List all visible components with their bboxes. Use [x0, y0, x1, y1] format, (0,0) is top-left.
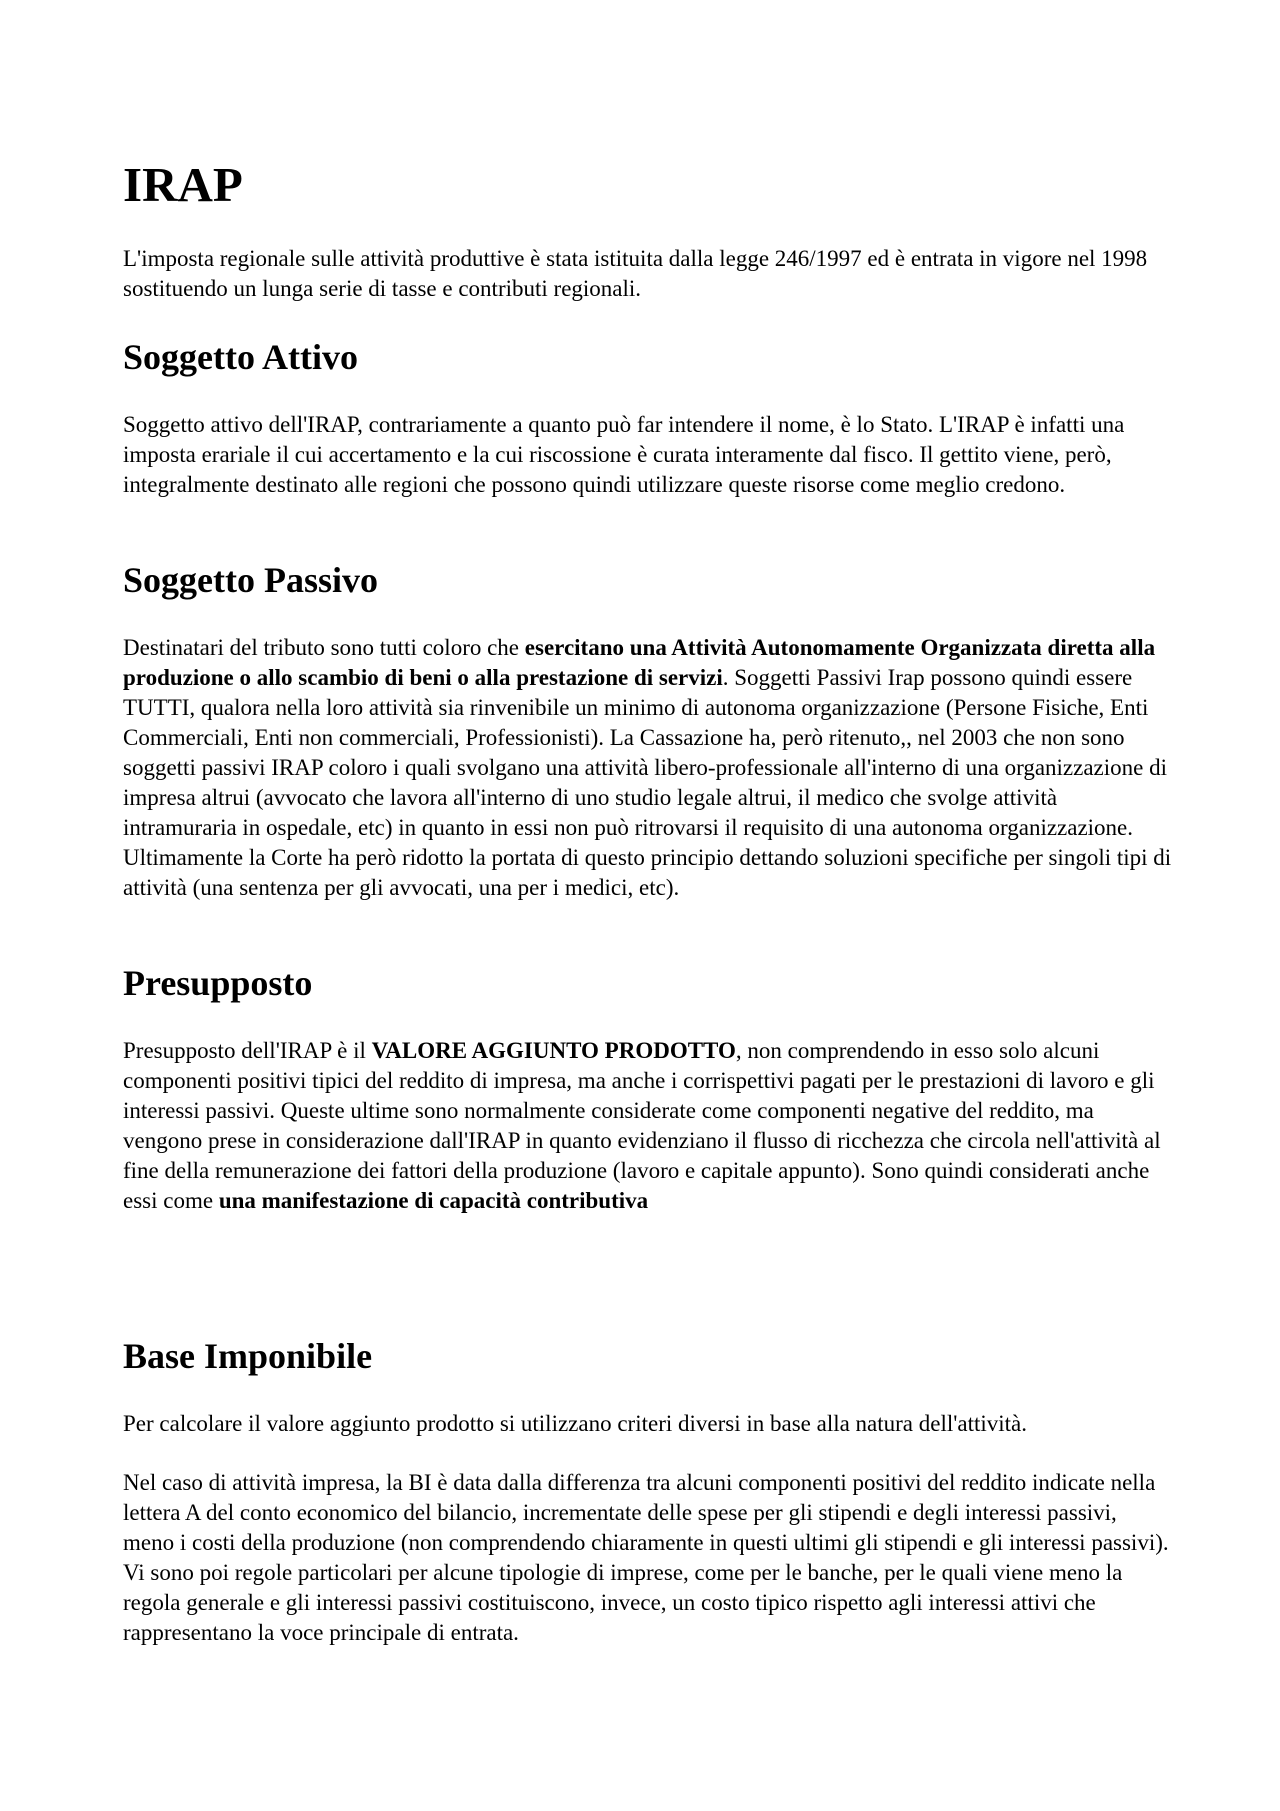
- paragraph-base-imponibile-2: Nel caso di attività impresa, la BI è data dalla differenza tra alcuni componenti positivi del reddito indicate nella lettera A del conto economico del bilancio, incrementate delle spese per gli stipendi e degli interessi passivi, meno i costi della produzione (non comprendendo chiaramente in questi ultimi gli stipendi e gli interessi passivi). Vi sono poi regole particolari per alcune tipologie di imprese, come per le banche, per le quali viene meno la regola generale e gli interessi passivi costituiscono, invece, un costo tipico rispetto agli interessi attivi che rappresentano la voce principale di entrata.: [123, 1470, 1169, 1645]
- paragraph-soggetto-attivo: Soggetto attivo dell'IRAP, contrariamente a quanto può far intendere il nome, è lo Stato. L'IRAP è infatti una imposta erariale il cui accertamento e la cui riscossione è curata interamente dal fisco. Il gettito viene, però, integralmente destinato alle regioni che possono quindi utilizzare queste risorse come meglio credono.: [123, 412, 1125, 497]
- bold-segment: VALORE AGGIUNTO PRODOTTO: [371, 1038, 736, 1063]
- paragraph-soggetto-passivo: [123, 633, 1173, 903]
- heading-presupposto: Presupposto: [123, 963, 313, 1003]
- intro-paragraph: L'imposta regionale sulle attività produttive è stata istituita dalla legge 246/1997 ed è entrata in vigore nel 1998 sostituendo un lunga serie di tasse e contributi regionali.: [123, 246, 1148, 301]
- paragraph-presupposto: [123, 1036, 1173, 1216]
- heading-soggetto-passivo: Soggetto Passivo: [123, 560, 378, 600]
- page-title: IRAP: [123, 157, 243, 212]
- heading-soggetto-attivo: Soggetto Attivo: [123, 337, 358, 377]
- bold-segment: esercitano una Attività Autonomamente Organizzata diretta alla produzione o allo scambio di beni o alla prestazione di servizi: [123, 635, 1156, 690]
- text-segment: . Soggetti Passivi Irap possono quindi essere TUTTI, qualora nella loro attività sia rinvenibile un minimo di autonoma organizzazione (Persone Fisiche, Enti Commerciali, Enti non commerciali, Professionisti). La Cassazione ha, però ritenuto,, nel 2003 che non sono soggetti passivi IRAP coloro i quali svolgano una attività libero-professionale all'interno di una organizzazione di impresa altrui (avvocato che lavora all'interno di uno studio legale altrui, il medico che svolge attività intramuraria in ospedale, etc) in quanto in essi non può ritrovarsi il requisito di una autonoma organizzazione. Ultimamente la Corte ha però ridotto la portata di questo principio dettando soluzioni specifiche per singoli tipi di attività (una sentenza per gli avvocati, una per i medici, etc).: [123, 665, 1172, 900]
- paragraph-base-imponibile-1: Per calcolare il valore aggiunto prodotto si utilizzano criteri diversi in base alla natura dell'attività.: [123, 1411, 1028, 1436]
- text-segment: Presupposto dell'IRAP è il: [123, 1038, 372, 1063]
- bold-segment: una manifestazione di capacità contributiva: [218, 1188, 649, 1213]
- text-segment: Destinatari del tributo sono tutti coloro che: [123, 635, 525, 660]
- heading-base-imponibile: Base Imponibile: [123, 1336, 373, 1376]
- text-segment: , non comprendendo in esso solo alcuni componenti positivi tipici del reddito di impresa, ma anche i corrispettivi pagati per le prestazioni di lavoro e gli interessi passivi. Queste ultime sono normalmente considerate come componenti negative del reddito, ma vengono prese in considerazione dall'IRAP in quanto evidenziano il flusso di ricchezza che circola nell'attività al fine della remunerazione dei fattori della produzione (lavoro e capitale appunto). Sono quindi considerati anche essi come: [123, 1038, 1161, 1213]
